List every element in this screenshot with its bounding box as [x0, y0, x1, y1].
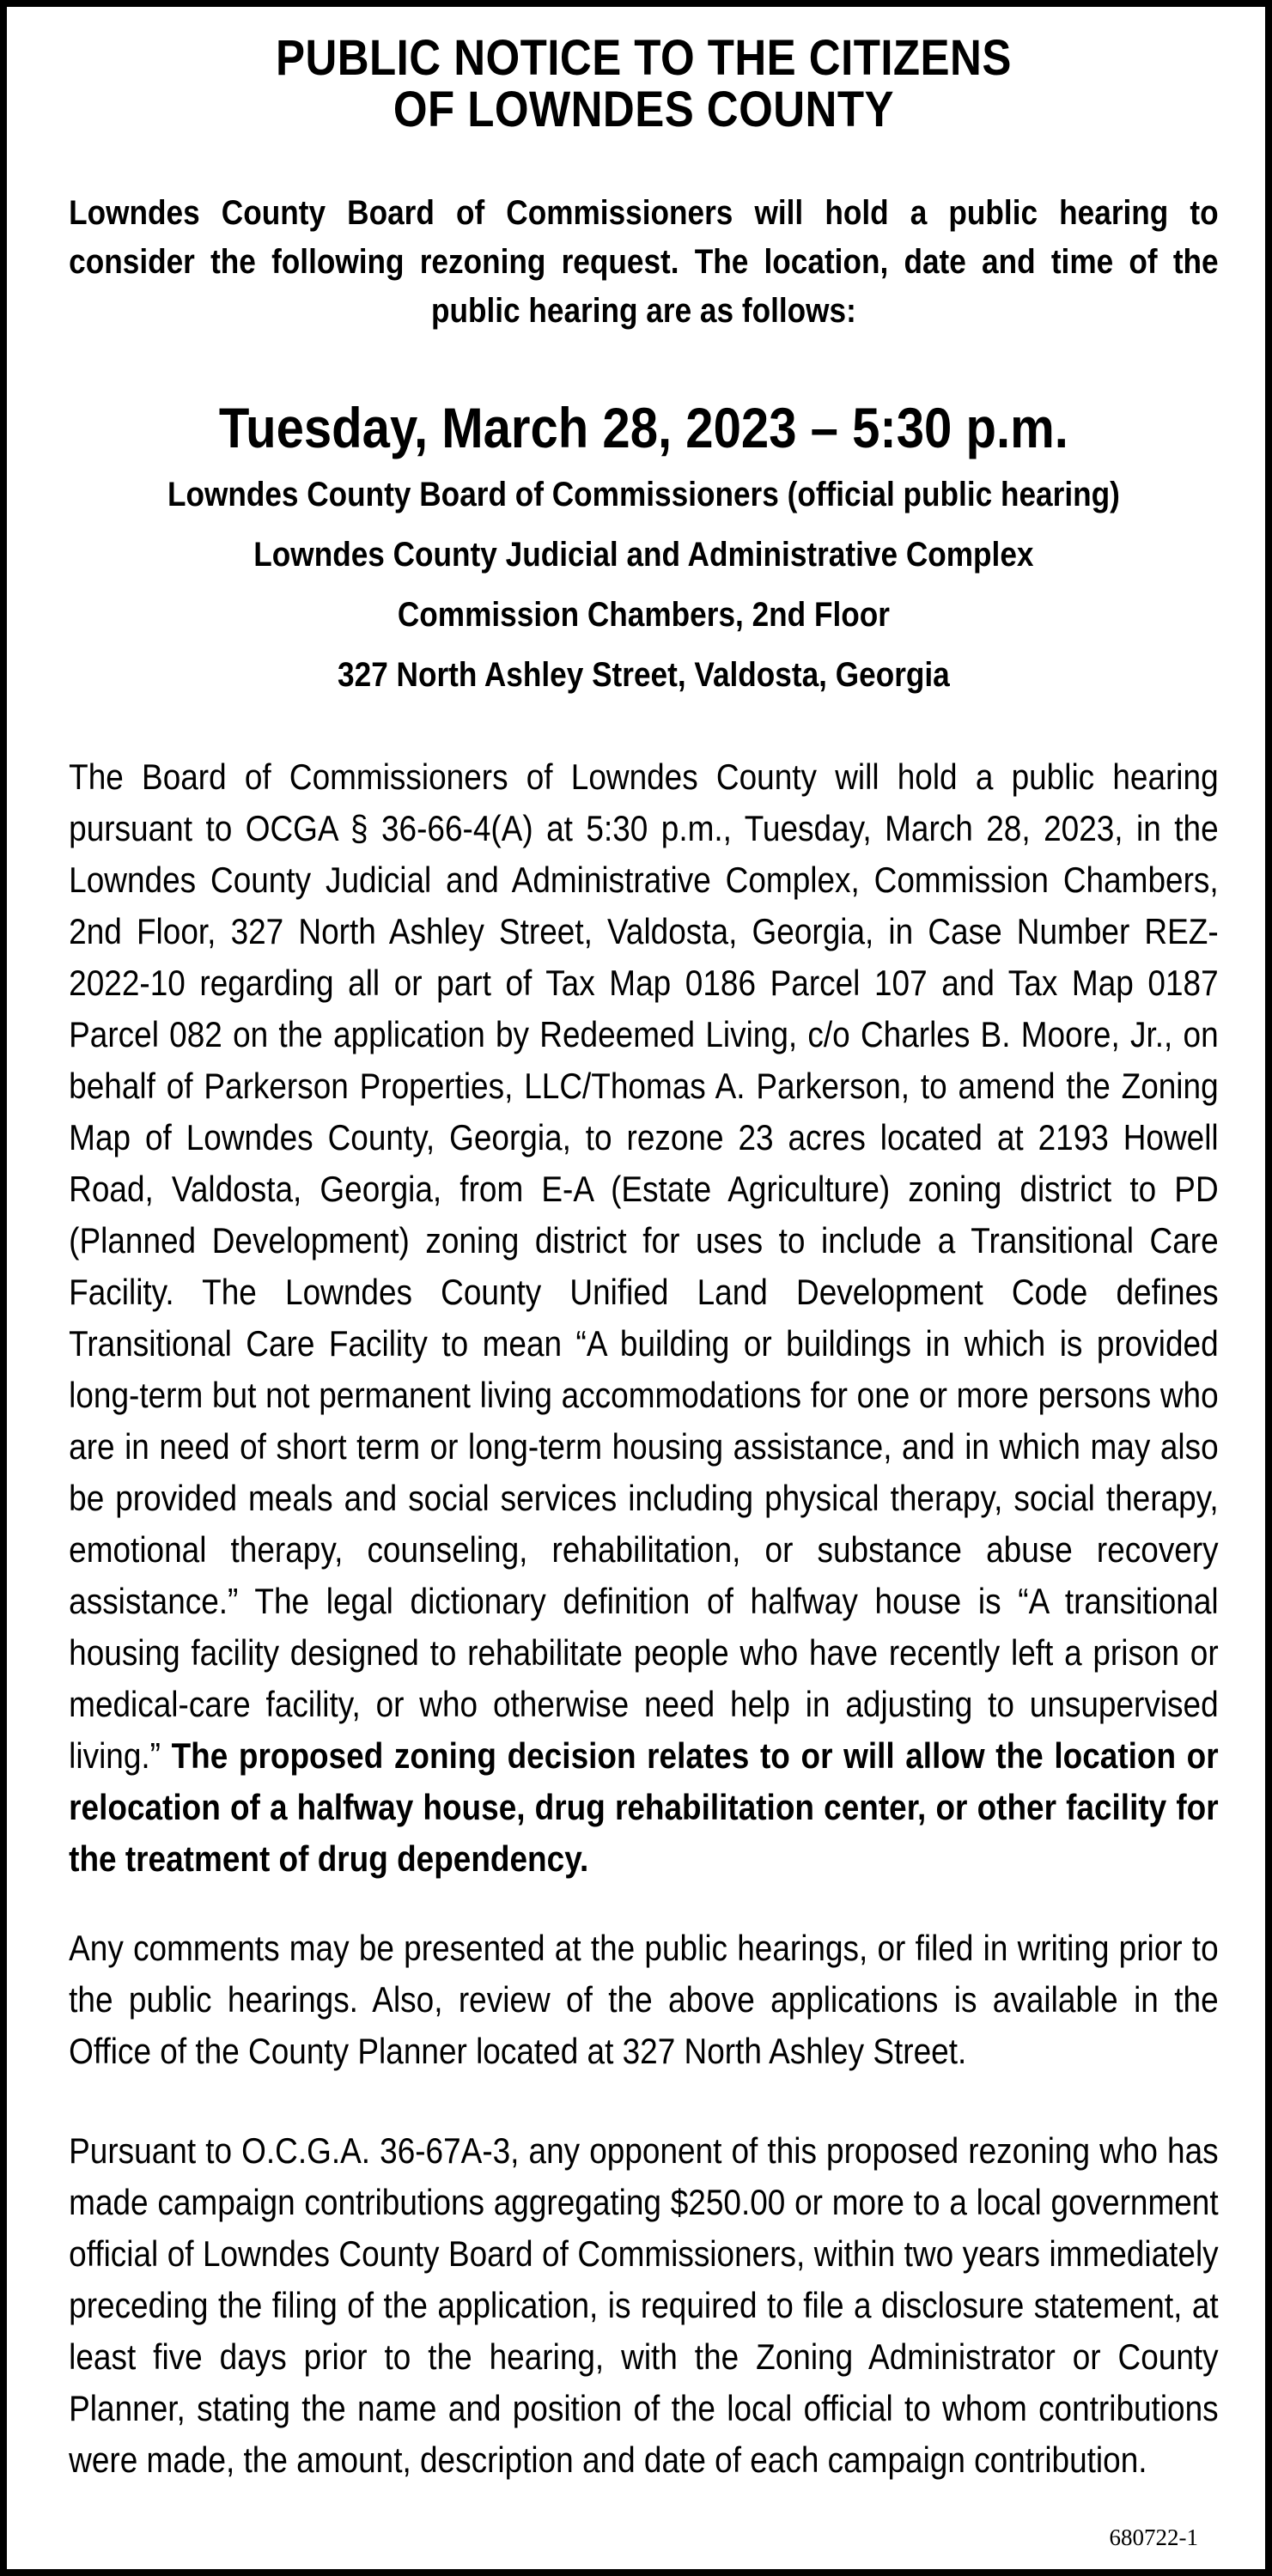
body-paragraph-3: Pursuant to O.C.G.A. 36-67A-3, any opponent of this proposed rezoning who has made campaign contributions aggregating $250.00 or more to a local government official of Lowndes County Board of Commissioners, within two years immediately preceding the filing of the application, is required to file a disclosure statement, at least five days prior to the hearing, with the Zoning Administrator or County Planner, stating the name and position of the local official to whom contributions were made, the amount, description and date of each campaign contribution.: [69, 2130, 1219, 2480]
notice-number: 680722-1: [1109, 2524, 1198, 2550]
page-title: [69, 30, 1218, 137]
hearing-location-line-1: Lowndes County Board of Commissioners (official public hearing): [167, 476, 1120, 513]
hearing-datetime-heading: Tuesday, March 28, 2023 – 5:30 p.m.: [218, 396, 1068, 459]
hearing-location-block: [69, 465, 1218, 705]
hearing-location-line-2: Lowndes County Judicial and Administrative Complex: [253, 536, 1034, 574]
body-paragraph-1: [69, 751, 1218, 1885]
body-paragraph-2: Any comments may be presented at the public hearings, or filed in writing prior to the public hearings. Also, review of the above applications is available in the Office of the County Planner located at 327 North Ashley Street.: [69, 1928, 1219, 2071]
intro-paragraph: Lowndes County Board of Commissioners will hold a public hearing to consider the following rezoning request. The location, date and time of the public hearing are as follows:: [69, 194, 1219, 330]
hearing-location-line-3: Commission Chambers, 2nd Floor: [397, 596, 890, 634]
body-paragraph-1-bold-statement: The proposed zoning decision relates to or will allow the location or relocation of a halfway house, drug rehabilitation center, or other facility for the treatment of drug dependency.: [69, 1735, 1219, 1879]
body-paragraph-1-regular: The Board of Commissioners of Lowndes County will hold a public hearing pursuant to OCGA § 36-66-4(A) at 5:30 p.m., Tuesday, March 28, 2023, in the Lowndes County Judicial and Administrative Complex, Commission Chambers, 2nd Floor, 327 North Ashley Street, Valdosta, Georgia, in Case Number REZ-2022-10 regarding all or part of Tax Map 0186 Parcel 107 and Tax Map 0187 Parcel 082 on the application by Redeemed Living, c/o Charles B. Moore, Jr., on behalf of Parkerson Properties, LLC/Thomas A. Parkerson, to amend the Zoning Map of Lowndes County, Georgia, to rezone 23 acres located at 2193 Howell Road, Valdosta, Georgia, from E-A (Estate Agriculture) zoning district to PD (Planned Development) zoning district for uses to include a Transitional Care Facility. The Lowndes County Unified Land Development Code defines Transitional Care Facility to mean “A building or buildings in which is provided long-term but not permanent living accommodations for one or more persons who are in need of short term or long-term housing assistance, and in which may also be provided meals and social services including physical therapy, social therapy, emotional therapy, counseling, rehabilitation, or substance abuse recovery assistance.” The legal dictionary definition of halfway house is “A transitional housing facility designed to rehabilitate people who have recently left a prison or medical-care facility, or who otherwise need help in adjusting to unsupervised living.”: [69, 756, 1219, 1776]
page-title-line-2: OF LOWNDES COUNTY: [393, 82, 894, 137]
notice-content: [7, 7, 1272, 2486]
hearing-location-line-4: 327 North Ashley Street, Valdosta, Georgia: [338, 656, 950, 694]
page-title-line-1: PUBLIC NOTICE TO THE CITIZENS: [275, 30, 1012, 86]
